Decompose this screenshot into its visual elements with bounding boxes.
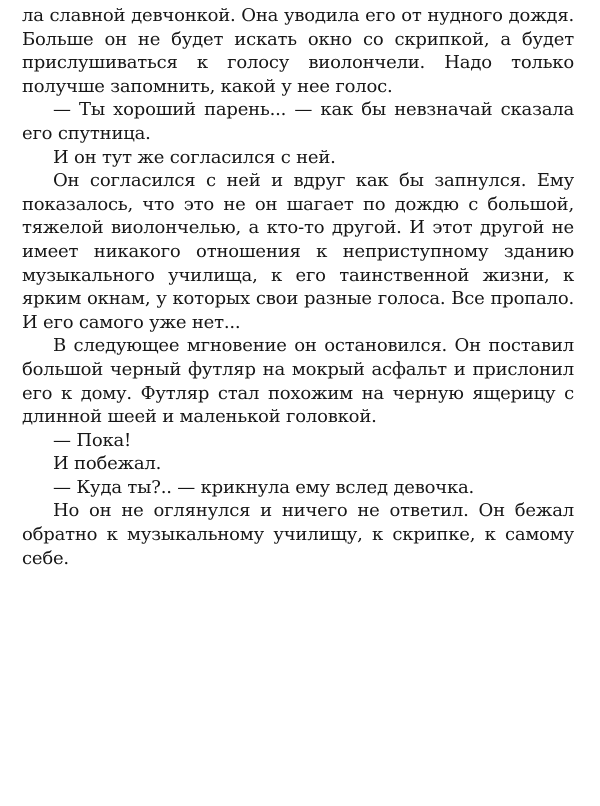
paragraph-4: Он согласился с ней и вдруг как бы запнулся. Ему показалось, что это не он шагает по дождю с большой, тяжелой виолончелью, а кто-то другой. И этот другой не имеет никакого отношения к неприступному зданию музыкального училища, к его таинственной жизни, к ярким окнам, у которых свои разные голоса. Все пропало. И его самого уже нет... [22,170,574,333]
paragraph-8: — Куда ты?.. — крикнула ему вслед девочка. [53,476,475,498]
paragraph-9: Но он не оглянулся и ничего не ответил. Он бежал обратно к музыкальному училищу, к скрипке, к самому себе. [22,500,574,569]
paragraph-7: И побежал. [53,453,162,475]
paragraph-1: ла славной девчонкой. Она уводила его от нудного дождя. Больше он не будет искать окно со скрипкой, а будет прислушиваться к голосу виолончели. Надо только получше запомнить, какой у нее голос. [22,5,574,97]
paragraph-6: — Пока! [53,429,132,451]
paragraph-3: И он тут же согласился с ней. [53,146,336,168]
paragraph-2: — Ты хороший парень... — как бы невзначай сказала его спутница. [22,99,574,144]
page-text [22,4,574,570]
paragraph-5: В следующее мгновение он остановился. Он поставил большой черный футляр на мокрый асфальт и прислонил его к дому. Футляр стал похожим на черную ящерицу с длинной шеей и маленькой головкой. [22,335,574,428]
